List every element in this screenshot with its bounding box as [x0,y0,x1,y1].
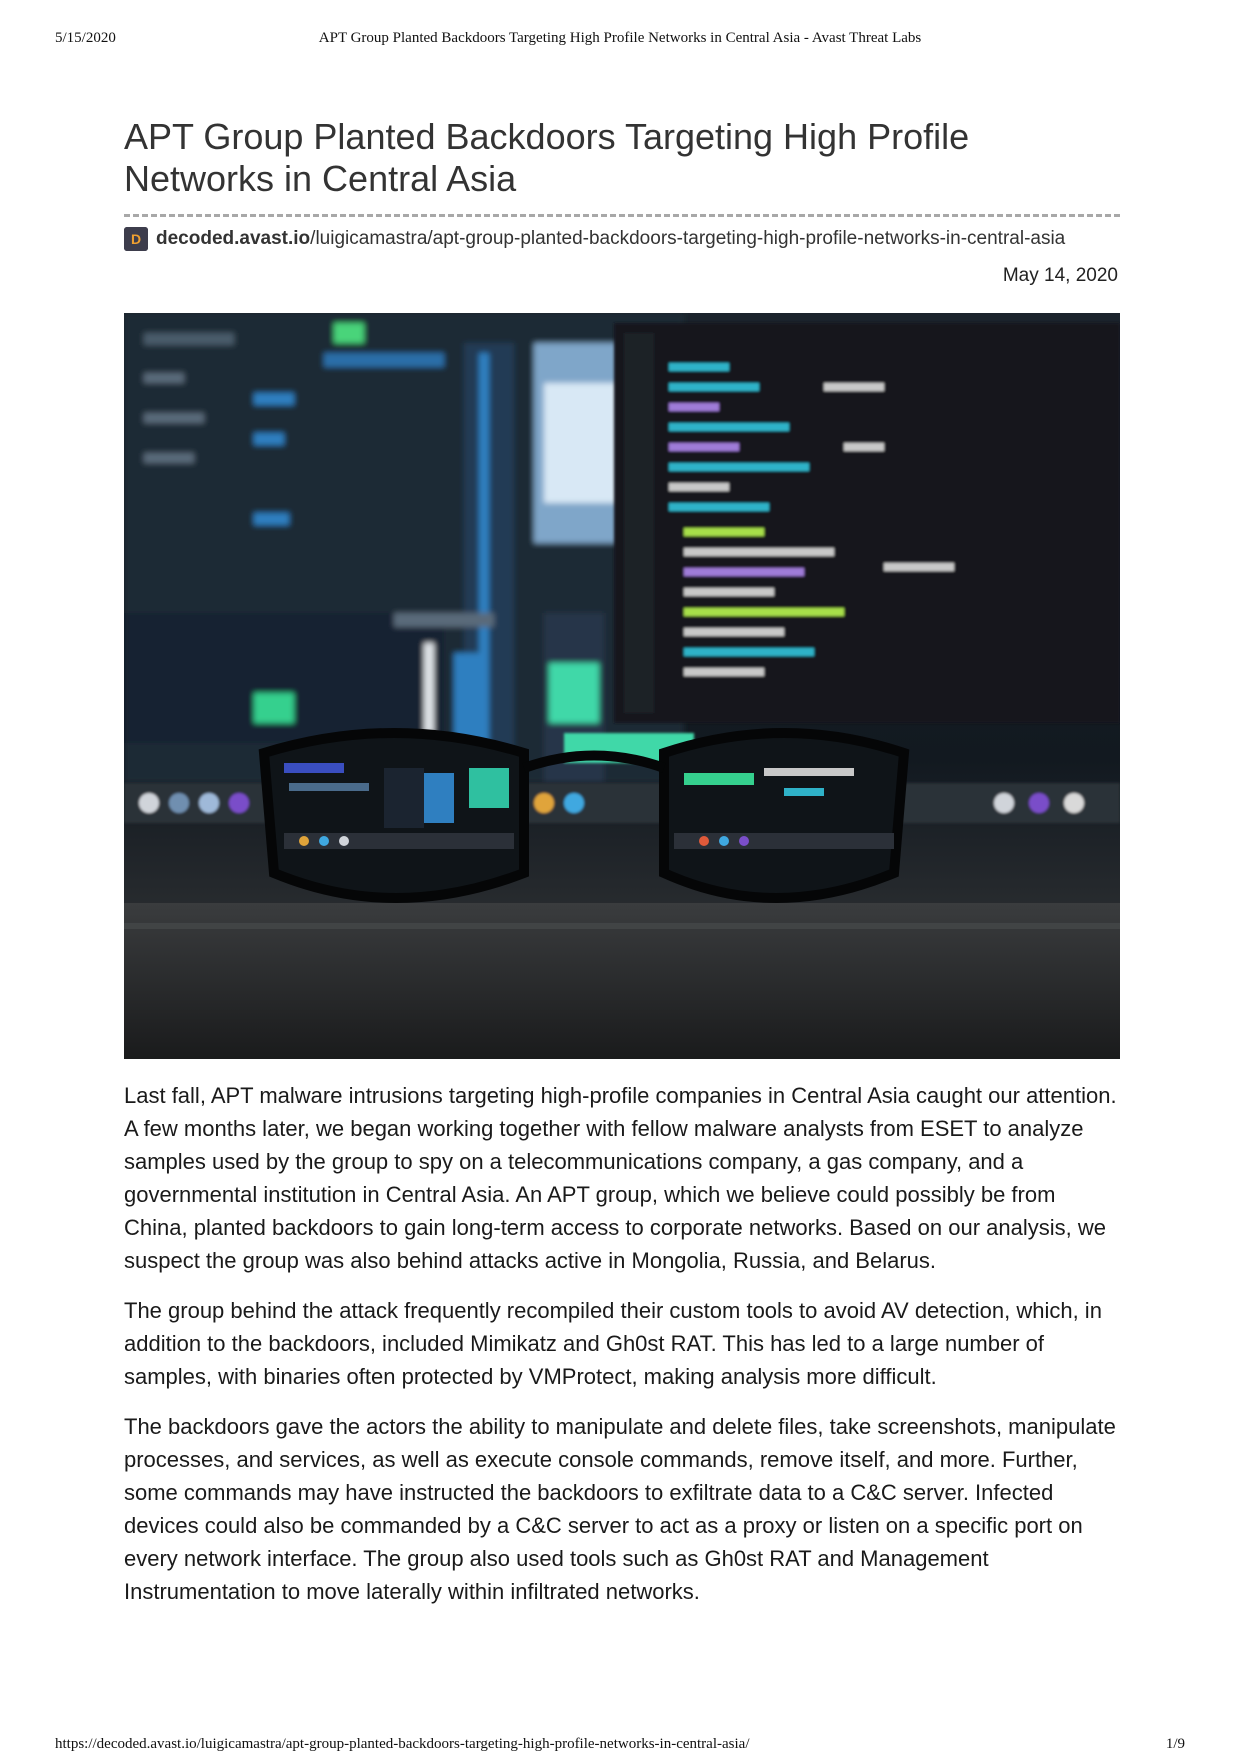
source-path: /luigicamastra/apt-group-planted-backdoors-targeting-high-profile-networks-in-central-asia [310,228,1066,249]
paragraph-2: The group behind the attack frequently recompiled their custom tools to avoid AV detection, which, in addition to the backdoors, included Mimikatz and Gh0st RAT. This has led to a large number of samples, with binaries often protected by VMProtect, making analysis more difficult. [124,1298,1102,1389]
source-domain: decoded.avast.io [156,228,311,249]
hero-image [124,313,1120,1059]
article [124,116,1120,1625]
favicon-letter: D [130,231,142,247]
print-date: 5/15/2020 [55,30,116,46]
site-favicon-icon [124,227,148,251]
footer-url[interactable]: https://decoded.avast.io/luigicamastra/apt-group-planted-backdoors-targeting-high-profile-networks-in-central-asia/ [55,1736,750,1752]
print-footer [55,1736,1185,1753]
article-body [124,1079,1120,1608]
article-title: APT Group Planted Backdoors Targeting High Profile Networks in Central Asia [124,116,970,199]
print-title: APT Group Planted Backdoors Targeting High Profile Networks in Central Asia - Avast Threat Labs [318,30,922,46]
publish-date: May 14, 2020 [1002,265,1118,286]
page-number: 1/9 [1165,1736,1185,1752]
paragraph-1: Last fall, APT malware intrusions targeting high-profile companies in Central Asia caught our attention. A few months later, we began working together with fellow malware analysts from ESET to analyze samples used by the group to spy on a telecommunications company, a gas company, and a governmental institution in Central Asia. An APT group, which we believe could possibly be from China, planted backdoors to gain long-term access to corporate networks. Based on our analysis, we suspect the group was also behind attacks active in Mongolia, Russia, and Belarus. [124,1083,1117,1273]
source-link[interactable] [124,227,1120,251]
title-divider [124,214,1120,217]
paragraph-3: The backdoors gave the actors the ability to manipulate and delete files, take screenshots, manipulate processes, and services, as well as execute console commands, remove itself, and more. Further, some commands may have instructed the backdoors to exfiltrate data to a C&C server. Infected devices could also be commanded by a C&C server to act as a proxy or listen on a specific port on every network interface. The group also used tools such as Gh0st RAT and Management Instrumentation to move laterally within infiltrated networks. [124,1414,1116,1604]
